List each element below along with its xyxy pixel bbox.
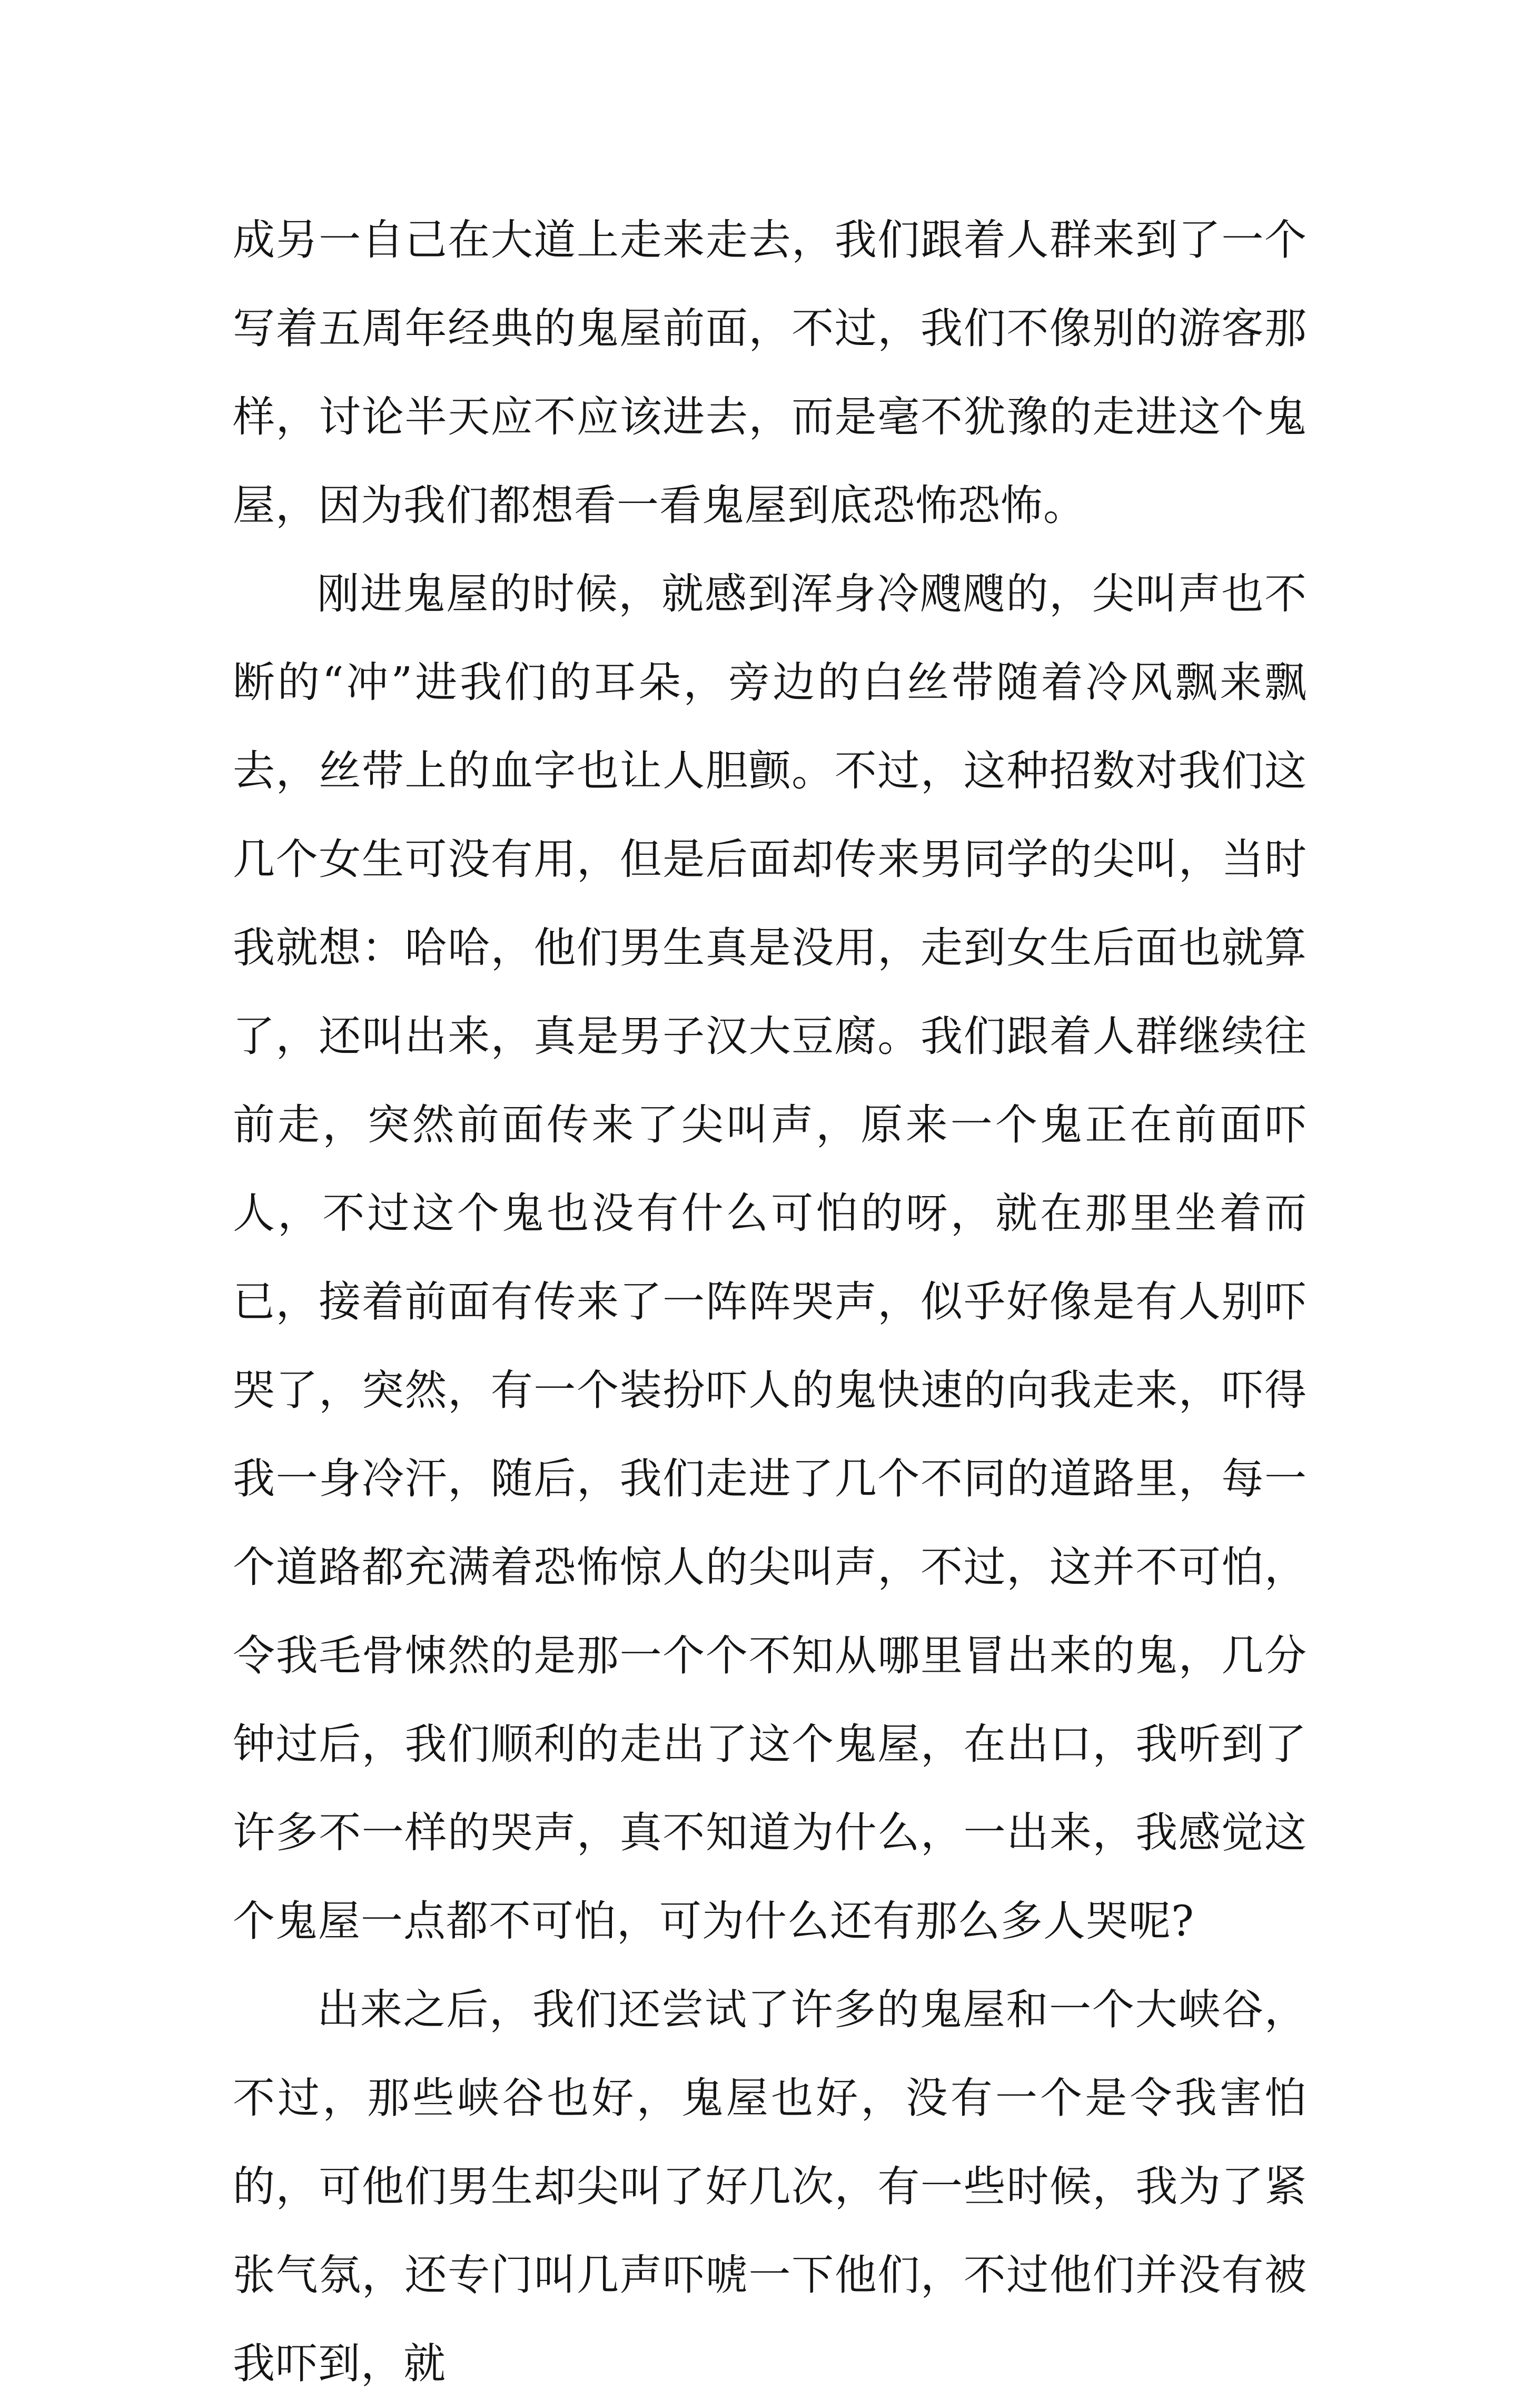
paragraph-3: 出来之后，我们还尝试了许多的鬼屋和一个大峡谷，不过，那些峡谷也好，鬼屋也好，没有一个是令我害怕的，可他们男生却尖叫了好几次，有一些时候，我为了紧张气氛，还专门叫几声吓唬一下他们，不过他们并没有被我吓到，就 (233, 1985, 1307, 2388)
paragraph-2: 刚进鬼屋的时候，就感到浑身冷飕飕的，尖叫声也不断的“冲”进我们的耳朵，旁边的白丝带随着冷风飘来飘去，丝带上的血字也让人胆颤。不过，这种招数对我们这几个女生可没有用，但是后面却传来男同学的尖叫，当时我就想：哈哈，他们男生真是没用，走到女生后面也就算了，还叫出来，真是男子汉大豆腐。我们跟着人群继续往前走，突然前面传来了尖叫声，原来一个鬼正在前面吓人，不过这个鬼也没有什么可怕的呀，就在那里坐着而已，接着前面有传来了一阵阵哭声，似乎好像是有人别吓哭了，突然，有一个装扮吓人的鬼快速的向我走来，吓得我一身冷汗，随后，我们走进了几个不同的道路里，每一个道路都充满着恐怖惊人的尖叫声，不过，这并不可怕，令我毛骨悚然的是那一个个不知从哪里冒出来的鬼，几分钟过后，我们顺利的走出了这个鬼屋，在出口，我听到了许多不一样的哭声，真不知道为什么，一出来，我感觉这个鬼屋一点都不可怕，可为什么还有那么多人哭呢? (233, 569, 1307, 1946)
document-body (233, 196, 1307, 2408)
paragraph-1: 成另一自己在大道上走来走去，我们跟着人群来到了一个写着五周年经典的鬼屋前面，不过，我们不像别的游客那样，讨论半天应不应该进去，而是毫不犹豫的走进这个鬼屋，因为我们都想看一看鬼屋到底恐怖恐怖。 (233, 215, 1307, 530)
